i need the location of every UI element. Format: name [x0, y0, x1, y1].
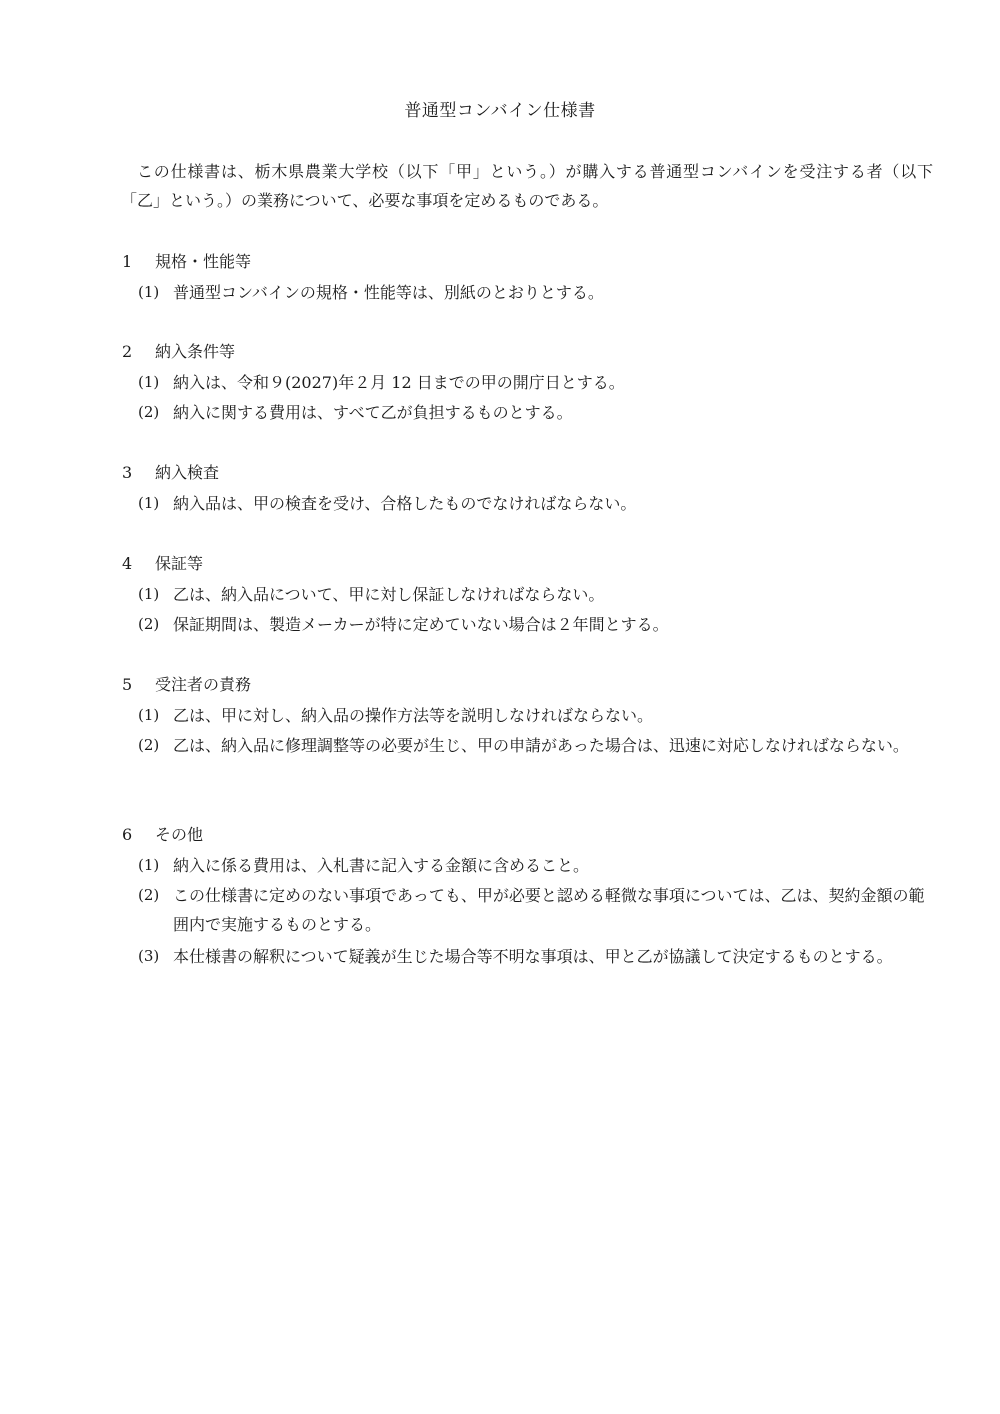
- section-title: 保証等: [155, 554, 204, 573]
- item-text: この仕様書に定めのない事項であっても、甲が必要と認める軽微な事項については、乙は、契約金額の範囲内で実施するものとする。: [173, 886, 925, 934]
- section-4-item-1: [138, 580, 933, 609]
- section-2-item-2: [138, 398, 933, 427]
- section-4-heading: [122, 552, 203, 576]
- section-3-heading: [122, 461, 219, 485]
- section-1-heading: [122, 250, 251, 274]
- section-title: その他: [155, 825, 204, 844]
- item-mark: (1): [138, 856, 160, 874]
- document-title: 普通型コンバイン仕様書: [404, 101, 596, 121]
- item-mark: (1): [138, 585, 160, 603]
- item-text: 納入に関する費用は、すべて乙が負担するものとする。: [173, 403, 573, 422]
- section-title: 納入条件等: [155, 342, 236, 361]
- item-text: 乙は、納入品について、甲に対し保証しなければならない。: [173, 585, 605, 604]
- section-1-item-1: [138, 278, 933, 307]
- section-6-item-1: [138, 851, 933, 880]
- item-mark: (1): [138, 373, 160, 391]
- section-3-item-1: [138, 489, 933, 518]
- section-2-item-1: [138, 368, 933, 397]
- section-4-item-2: [138, 610, 933, 639]
- item-text: 乙は、甲に対し、納入品の操作方法等を説明しなければならない。: [173, 706, 654, 725]
- intro-paragraph: この仕様書は、栃木県農業大学校（以下「甲」という。）が購入する普通型コンバインを受注する者（以下「乙」という。）の業務について、必要な事項を定めるものである。: [121, 162, 933, 210]
- section-6-heading: [122, 823, 203, 847]
- section-number: 3: [122, 463, 133, 482]
- section-5-item-1: [138, 701, 933, 730]
- item-mark: (1): [138, 706, 160, 724]
- item-text: 納入は、令和９(2027)年２月 12 日までの甲の開庁日とする。: [173, 373, 625, 392]
- item-text: 本仕様書の解釈について疑義が生じた場合等不明な事項は、甲と乙が協議して決定するものとする。: [173, 947, 893, 966]
- section-title: 規格・性能等: [155, 252, 252, 271]
- item-mark: (1): [138, 494, 160, 512]
- section-title: 納入検査: [155, 463, 220, 482]
- item-mark: (1): [138, 283, 160, 301]
- item-mark: (2): [138, 403, 160, 421]
- section-number: 6: [122, 825, 133, 844]
- section-5-item-2: [138, 731, 933, 760]
- section-6-item-3: [138, 942, 933, 971]
- item-mark: (2): [138, 615, 160, 633]
- section-number: 5: [122, 675, 133, 694]
- section-title: 受注者の責務: [155, 675, 252, 694]
- section-number: 1: [122, 252, 133, 271]
- item-mark: (3): [138, 947, 160, 965]
- item-text: 納入に係る費用は、入札書に記入する金額に含めること。: [173, 856, 590, 875]
- item-text: 保証期間は、製造メーカーが特に定めていない場合は２年間とする。: [173, 615, 669, 634]
- section-5-heading: [122, 673, 251, 697]
- section-6-item-2: [138, 881, 933, 939]
- section-number: 2: [122, 342, 133, 361]
- item-text: 普通型コンバインの規格・性能等は、別紙のとおりとする。: [173, 283, 604, 302]
- item-mark: (2): [138, 736, 160, 754]
- item-text: 納入品は、甲の検査を受け、合格したものでなければならない。: [173, 494, 637, 513]
- section-2-heading: [122, 340, 235, 364]
- item-text: 乙は、納入品に修理調整等の必要が生じ、甲の申請があった場合は、迅速に対応しなければならない。: [173, 736, 909, 755]
- section-number: 4: [122, 554, 133, 573]
- item-mark: (2): [138, 886, 160, 904]
